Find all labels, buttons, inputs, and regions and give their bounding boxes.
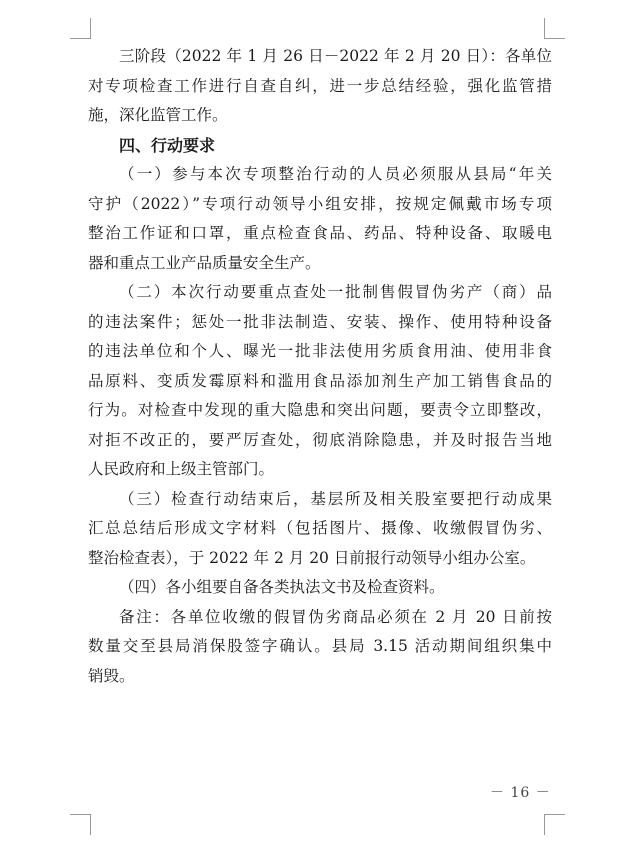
text-line: 人民政府和上级主管部门。 — [88, 460, 275, 478]
text-line: 行为。对检查中发现的重大隐患和突出问题，要责令立即整改， — [88, 401, 552, 419]
crop-mark-top-right — [544, 18, 565, 39]
text-line: 销毁。 — [88, 666, 135, 685]
text-line: 汇总总结后形成文字材料（包括图片、摄像、收缴假冒伪劣、 — [88, 519, 552, 537]
text-line: （四）各小组要自备各类执法文书及检查资料。 — [119, 578, 445, 596]
text-line: 施，深化监管工作。 — [88, 106, 228, 124]
text-line: 守护（2022）”专项行动领导小组安排，按规定佩戴市场专项 — [88, 194, 552, 213]
text-line: 的违法单位和个人、曝光一批非法使用劣质食用油、使用非食 — [88, 342, 552, 360]
text-line: 三阶段（2022 年 1 月 26 日－2022 年 2 月 20 日）：各单位 — [119, 47, 552, 65]
text-line: 备注：各单位收缴的假冒伪劣商品必须在 2 月 20 日前按 — [119, 607, 552, 626]
section-heading: 四、行动要求 — [119, 135, 216, 155]
text-line: 品原料、变质发霉原料和滥用食品添加剂生产加工销售食品的 — [88, 371, 552, 390]
text-line: 的违法案件；惩处一批非法制造、安装、操作、使用特种设备 — [88, 312, 552, 331]
crop-mark-bottom-left — [70, 814, 91, 835]
crop-mark-top-left — [70, 18, 91, 39]
text-line: 对专项检查工作进行自查自纠，进一步总结经验，强化监管措 — [88, 76, 552, 95]
text-line: 对拒不改正的，要严厉查处，彻底消除隐患，并及时报告当地 — [88, 430, 552, 449]
text-line: 整治检查表），于 2022 年 2 月 20 日前报行动领导小组办公室。 — [88, 548, 536, 567]
page-number: － 16 － — [490, 785, 551, 801]
crop-mark-bottom-right — [544, 814, 565, 835]
text-line: （一）参与本次专项整治行动的人员必须服从县局“年关 — [119, 165, 552, 183]
text-line: （三）检查行动结束后，基层所及相关股室要把行动成果 — [119, 489, 552, 508]
text-line: 器和重点工业产品质量安全生产。 — [88, 253, 321, 272]
document-body — [88, 42, 552, 691]
text-line: 整治工作证和口罩，重点检查食品、药品、特种设备、取暖电 — [88, 224, 552, 242]
text-line: （二）本次行动要重点查处一批制售假冒伪劣产（商）品 — [119, 283, 552, 301]
text-line: 数量交至县局消保股签字确认。县局 3.15 活动期间组织集中 — [88, 637, 552, 655]
